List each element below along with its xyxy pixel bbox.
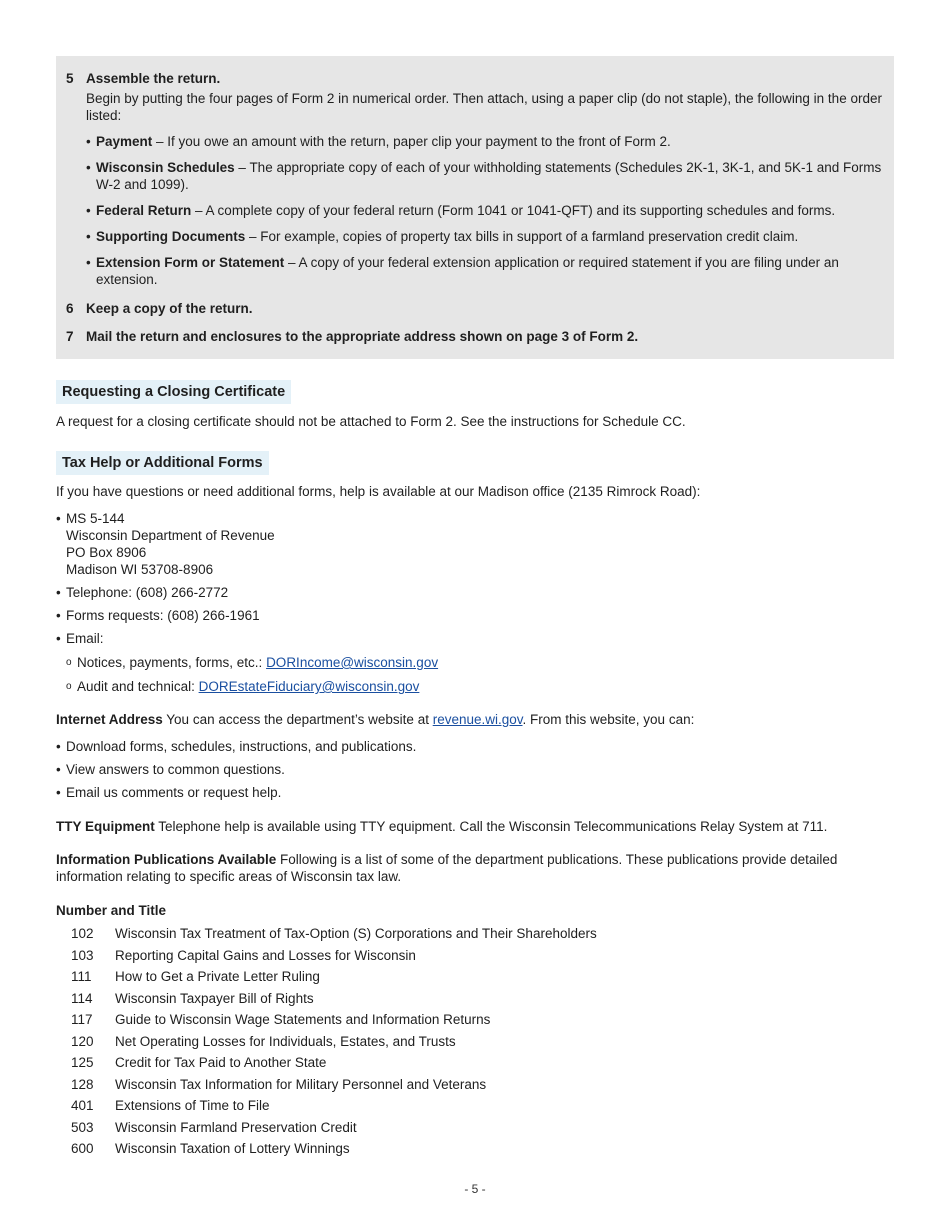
tax-help-intro: If you have questions or need additional forms, help is available at our Madison office (2135 Rimrock Road):: [56, 484, 701, 499]
publications-list-heading: Number and Title: [56, 903, 167, 918]
email-sub-item: o Audit and technical: DOREstateFiduciary@wisconsin.gov: [66, 679, 420, 694]
income-email-link[interactable]: DORIncome@wisconsin.gov: [266, 655, 439, 670]
table-row: 600 Wisconsin Taxation of Lottery Winnings: [71, 1141, 350, 1157]
forms-request-item: • Forms requests: (608) 266-1961: [56, 608, 260, 623]
step-title: Keep a copy of the return.: [86, 301, 253, 316]
tty-paragraph: TTY Equipment Telephone help is available using TTY equipment. Call the Wisconsin Telecommunications Relay System at 711.: [56, 819, 828, 834]
step-6: [66, 300, 882, 317]
email-sub-list: [56, 654, 894, 695]
step-number: 7: [66, 329, 74, 344]
list-item: • Extension Form or Statement – A copy of your federal extension application or required statement if you are filing under an extension.: [86, 255, 839, 287]
website-link[interactable]: revenue.wi.gov: [432, 712, 523, 727]
table-row: 503 Wisconsin Farmland Preservation Credit: [71, 1119, 357, 1135]
page-number: - 5 -: [464, 1182, 486, 1196]
table-row: 103 Reporting Capital Gains and Losses for Wisconsin: [71, 947, 416, 963]
step-number: 6: [66, 301, 74, 316]
list-item: • View answers to common questions.: [56, 762, 285, 777]
closing-certificate-heading: Requesting a Closing Certificate: [56, 380, 291, 404]
list-item: • Wisconsin Schedules – The appropriate copy of each of your withholding statements (Schedules 2K-1, 3K-1, and 5K-1 and Forms W-2 and 1099).: [86, 160, 882, 192]
internet-address-paragraph: Internet Address You can access the department’s website at revenue.wi.gov. From this website, you can:: [56, 712, 695, 727]
table-row: 120 Net Operating Losses for Individuals, Estates, and Trusts: [71, 1033, 456, 1049]
list-item: • Download forms, schedules, instructions, and publications.: [56, 739, 417, 754]
step-intro: Begin by putting the four pages of Form 2 in numerical order. Then attach, using a paper clip (do not staple), the following in the order listed:: [86, 91, 882, 123]
page-content: [56, 56, 894, 1160]
tax-help-heading: Tax Help or Additional Forms: [56, 451, 269, 475]
step-title: Mail the return and enclosures to the appropriate address shown on page 3 of Form 2.: [86, 329, 639, 344]
table-row: 401 Extensions of Time to File: [71, 1098, 270, 1114]
list-item: • Federal Return – A complete copy of your federal return (Form 1041 or 1041-QFT) and its supporting schedules and forms.: [86, 203, 836, 218]
table-row: 102 Wisconsin Tax Treatment of Tax-Option (S) Corporations and Their Shareholders: [71, 926, 597, 942]
table-row: 125 Credit for Tax Paid to Another State: [71, 1055, 327, 1071]
step-5: [66, 70, 882, 288]
table-row: 114 Wisconsin Taxpayer Bill of Rights: [71, 990, 314, 1006]
step-title: Assemble the return.: [86, 71, 221, 86]
table-row: 128 Wisconsin Tax Information for Military Personnel and Veterans: [71, 1076, 487, 1092]
step-number: 5: [66, 71, 74, 86]
steps-box: [56, 56, 894, 359]
email-item: • Email:: [56, 631, 104, 646]
table-row: 111 How to Get a Private Letter Ruling: [71, 969, 320, 985]
telephone-item: • Telephone: (608) 266-2772: [56, 585, 229, 600]
closing-certificate-text: A request for a closing certificate should not be attached to Form 2. See the instructions for Schedule CC.: [56, 414, 686, 429]
list-item: • Payment – If you owe an amount with the return, paper clip your payment to the front of Form 2.: [86, 134, 671, 149]
publications-list: [56, 923, 894, 1160]
list-item: • Supporting Documents – For example, copies of property tax bills in support of a farmland preservation credit claim.: [86, 229, 799, 244]
website-features-list: [56, 738, 894, 801]
mailing-address: • MS 5-144 Wisconsin Department of Revenue PO Box 8906 Madison WI 53708-8906: [56, 511, 275, 577]
contact-list: [56, 510, 894, 647]
email-sub-item: o Notices, payments, forms, etc.: DORIncome@wisconsin.gov: [66, 655, 439, 670]
step-7: [66, 328, 882, 345]
fiduciary-email-link[interactable]: DOREstateFiduciary@wisconsin.gov: [198, 679, 420, 694]
list-item: • Email us comments or request help.: [56, 785, 282, 800]
publications-paragraph: Information Publications Available Following is a list of some of the department publications. These publications provide detailed information relating to specific areas of Wisconsin tax law.: [56, 852, 838, 884]
enclosure-list: [86, 133, 882, 288]
table-row: 117 Guide to Wisconsin Wage Statements and Information Returns: [71, 1012, 491, 1028]
